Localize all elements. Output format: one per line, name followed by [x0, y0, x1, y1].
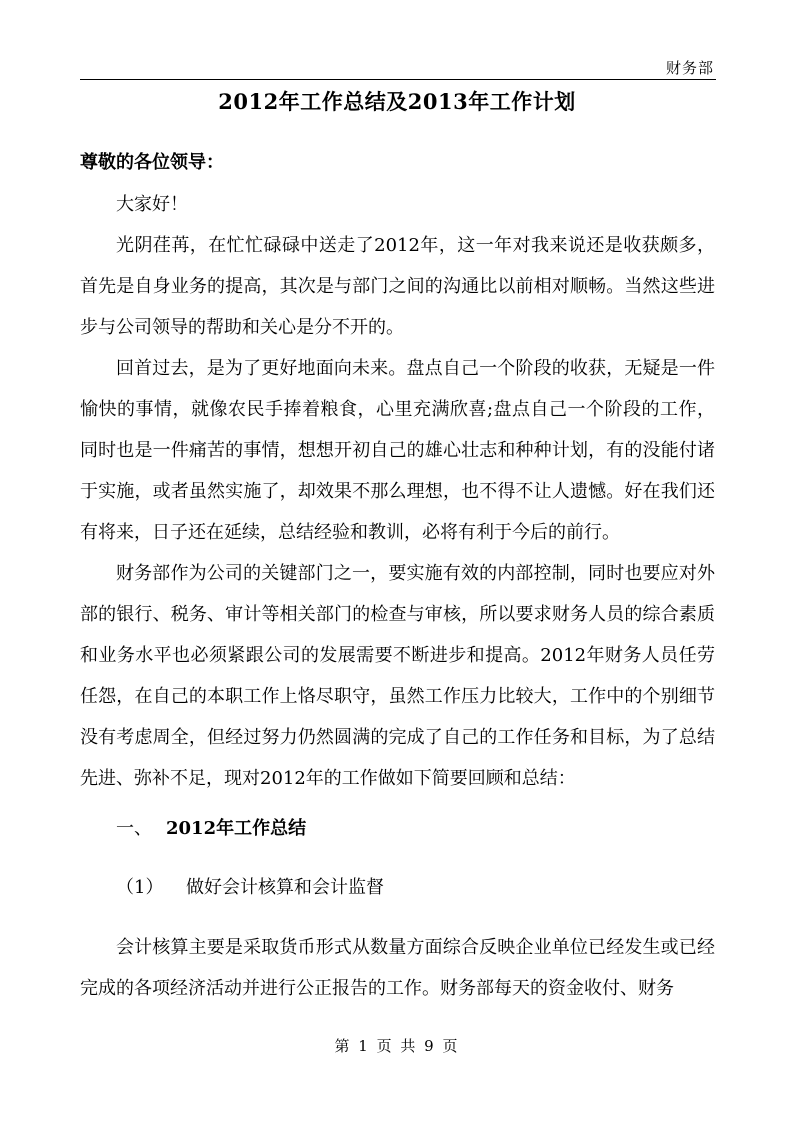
subsection-title: 做好会计核算和会计监督	[186, 877, 384, 898]
subsection-number: （1）	[116, 877, 164, 898]
document-title: 2012年工作总结及2013年工作计划	[218, 89, 576, 114]
section-title: 2012年工作总结	[166, 818, 307, 839]
paragraph-intro: 光阴荏苒，在忙忙碌碌中送走了2012年，这一年对我来说还是收获颇多，首先是自身业务的提高，其次是与部门之间的沟通比以前相对顺畅。当然这些进步与公司领导的帮助和关心是分不开的。	[80, 235, 715, 338]
paragraph-department-role: 财务部作为公司的关键部门之一，要实施有效的内部控制，同时也要应对外部的银行、税务、审计等相关部门的检查与审核，所以要求财务人员的综合素质和业务水平也必须紧跟公司的发展需要不断进步和提高。2012年财务人员任劳任怨，在自己的本职工作上恪尽职守，虽然工作压力比较大，工作中的个别细节没有考虑周全，但经过努力仍然圆满的完成了自己的工作任务和目标，为了总结先进、弥补不足，现对2012年的工作做如下简要回顾和总结：	[80, 563, 715, 789]
paragraph-accounting: 会计核算主要是采取货币形式从数量方面综合反映企业单位已经发生或已经完成的各项经济活动并进行公正报告的工作。财务部每天的资金收付、财务	[80, 937, 715, 999]
document-body-continued	[80, 927, 715, 1009]
paragraph-reflection: 回首过去，是为了更好地面向未来。盘点自己一个阶段的收获，无疑是一件愉快的事情，就像农民手捧着粮食，心里充满欣喜;盘点自己一个阶段的工作，同时也是一件痛苦的事情，想想开初自己的雄心壮志和种种计划，有的没能付诸于实施，或者虽然实施了，却效果不那么理想，也不得不让人遗憾。好在我们还有将来，日子还在延续，总结经验和教训，必将有利于今后的前行。	[80, 358, 715, 543]
header-rule	[80, 79, 716, 80]
page-footer: 第 1 页 共 9 页	[334, 1037, 460, 1055]
subsection-heading	[116, 870, 384, 906]
section-number: 一、	[116, 818, 152, 839]
salutation: 尊敬的各位领导：	[80, 152, 224, 173]
header-department: 财务部	[665, 59, 714, 77]
paragraph-greeting: 大家好！	[116, 194, 188, 215]
document-body	[80, 184, 715, 799]
section-heading	[116, 811, 306, 847]
